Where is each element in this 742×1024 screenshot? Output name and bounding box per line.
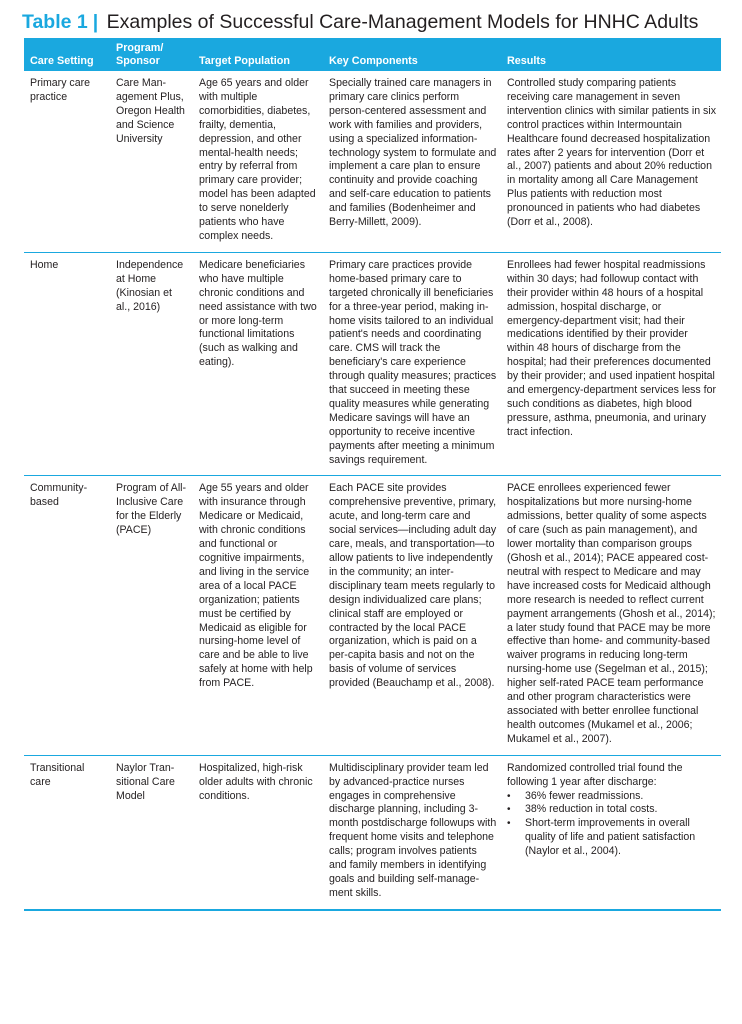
table-row [24, 252, 721, 476]
table-title-text: Examples of Successful Care-Management Models for HNHC Adults [106, 11, 699, 33]
care-management-table [24, 38, 721, 911]
table-row [24, 71, 721, 252]
header-results: Results [507, 55, 547, 67]
cell-program: Independence at Home (Kinosian et al., 2016) [110, 252, 193, 476]
results-intro: Randomized controlled trial found the following 1 year after discharge: [507, 761, 683, 788]
cell-program: Naylor Transitional Care Model [110, 755, 193, 910]
cell-care-setting: Community-based [24, 476, 110, 755]
cell-population: Age 65 years and older with multiple comorbidities, diabetes, frailty, dementia, depression, and other mental-health needs; entry by referral from primary care provider; model has been adapted to serve nonelderly patients who have complex needs. [193, 71, 323, 252]
table-row [24, 755, 721, 910]
cell-results [501, 755, 721, 910]
title-separator: | [92, 11, 99, 33]
table-label: Table 1 [22, 11, 88, 33]
header-program-sponsor: Program/ Sponsor [116, 42, 164, 67]
cell-care-setting: Home [24, 252, 110, 476]
table-header-row [24, 38, 721, 71]
cell-population: Age 55 years and older with insurance through Medicare or Medicaid, with chronic conditions and functional or cognitive impairments, and living in the service area of a local PACE organization; patients must be certified by Medicaid as eligible for nursing-home level of care and be able to live safely at home with help from PACE. [193, 476, 323, 755]
table-title [22, 8, 722, 36]
cell-components: Primary care practices provide home-based primary care to targeted chronically ill beneficiaries for a three-year period, making in-home visits tailored to an individual patient's needs and coordinating care. CMS will track the beneficiary's care experience through quality measures; practices that succeed in meeting these quality measures while generating Medicare savings will have an opportunity to receive incentive payments after meeting a minimum savings requirement. [323, 252, 501, 476]
cell-program: Care Management Plus, Oregon Health and Science University [110, 71, 193, 252]
table-row [24, 476, 721, 755]
cell-population: Hospitalized, high-risk older adults with chronic conditions. [193, 755, 323, 910]
list-item: • Short-term improvements in overall quality of life and patient satisfaction (Naylor et al., 2004). [507, 817, 717, 859]
header-target-population: Target Population [199, 55, 290, 67]
cell-care-setting: Primary care practice [24, 71, 110, 252]
list-item: • 38% reduction in total costs. [507, 803, 717, 817]
cell-components: Multidisciplinary provider team led by advanced-practice nurses engages in comprehensive discharge planning, including 3-month postdischarge followups with frequent home visits and telephone calls; program involves patients and family members in identifying goals and building self-management skills. [323, 755, 501, 910]
cell-components: Each PACE site provides comprehensive preventive, primary, acute, and long-term care and social services—including adult day care, meals, and transportation—to allow patients to live independently in the community; an interdisciplinary team meets regularly to design individualized care plans; clinical staff are employed or contracted by the local PACE organization, which is paid on a per-capita basis and not on the basis of volume of services provided (Beauchamp et al., 2008). [323, 476, 501, 755]
results-bullet-list [507, 790, 717, 860]
cell-components: Specially trained care managers in primary care clinics perform person-centered assessment and work with families and providers, using a specialized information-technology system to formulate and implement a care plan to ensure continuity and provide coaching and self-care education to patients and families (Bodenheimer and Berry-Millett, 2009). [323, 71, 501, 252]
cell-results: Controlled study comparing patients receiving care management in seven intervention clinics with similar patients in six control practices within Intermountain Healthcare found decreased hospitalization rates after 2 years for intervention (Dorr et al., 2007) patients and about 20% reduction in mortality among all Care Management Plus patients with reduction most pronounced in patients who had diabetes (Dorr et al., 2008). [501, 71, 721, 252]
header-key-components: Key Components [329, 55, 418, 67]
cell-program: Program of All-Inclusive Care for the Elderly (PACE) [110, 476, 193, 755]
cell-results: PACE enrollees experienced fewer hospitalizations but more nursing-home admissions, better quality of some aspects of care (such as pain management), and lower mortality than comparison groups (Ghosh et al., 2014); PACE appeared cost-neutral with respect to Medicare and may have increased costs for Medicaid although more research is needed to reflect current payment arrangements (Ghosh et al., 2014); a later study found that PACE may be more effective than home- and community-based waiver programs in reducing long-term nursing-home use (Segelman et al., 2015); higher self-rated PACE team performance and other program characteristics were associated with better enrollee functional health outcomes (Mukamel et al., 2006; Mukamel et al., 2007). [501, 476, 721, 755]
cell-results: Enrollees had fewer hospital readmissions within 30 days; had followup contact with their provider within 48 hours of a hospital admission, hospital discharge, or emergency-department visit; had their medications identified by their provider within 48 hours of discharge from the hospital; had their preferences documented by their provider; and used inpatient hospital and emergency-department services less for such conditions as diabetes, high blood pressure, asthma, pneumonia, and urinary tract infection. [501, 252, 721, 476]
header-care-setting: Care Setting [30, 55, 94, 67]
cell-care-setting: Transitional care [24, 755, 110, 910]
cell-population: Medicare beneficiaries who have multiple chronic conditions and need assistance with two or more long-term functional limitations (such as walking and eating). [193, 252, 323, 476]
list-item: • 36% fewer readmissions. [507, 790, 717, 804]
